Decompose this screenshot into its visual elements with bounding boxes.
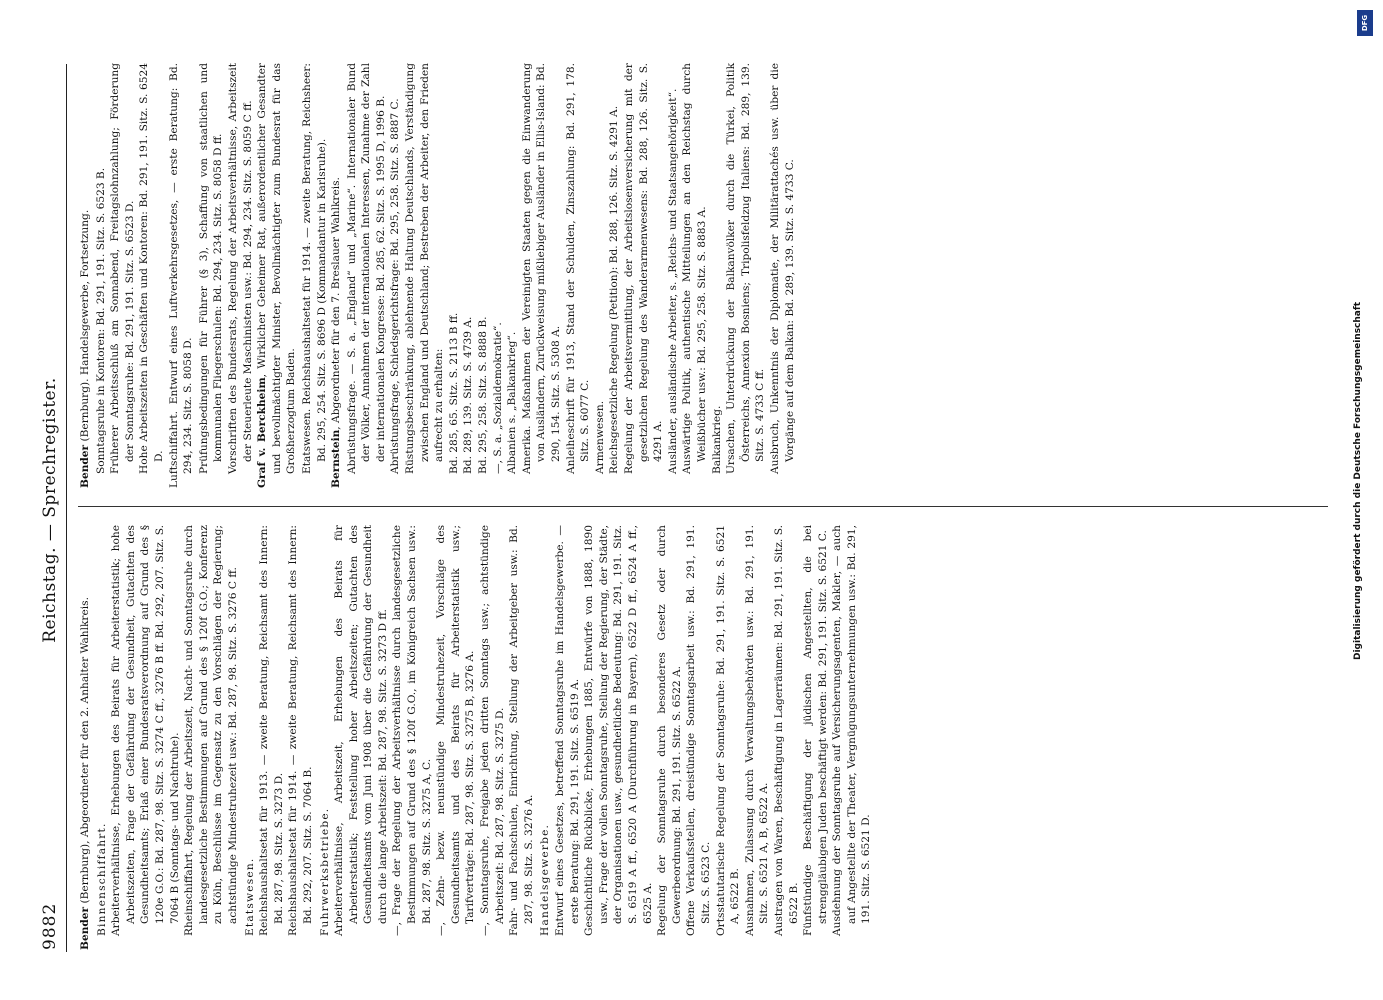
index-item: Fahr- und Fachschulen, Einrichtung, Stellung der Arbeitgeber usw.: Bd. 287, 98. Sitz. S. 3276 A. <box>508 525 535 936</box>
index-item: —, Sonntagsruhe, Freigabe jeden dritten Sonntags usw.; achtstündige Arbeitszeit: Bd. 287, 98. Sitz. S. 3275 D. <box>479 525 506 936</box>
entry-text: , Abgeordneter für den 7. Breslauer Wahlkreis. <box>330 177 343 430</box>
index-item: Fünfstündige Beschäftigung der jüdischen Angestellten, die bei strenggläubigen Juden beschäftigt werden: Bd. 291, 191. Sitz. S. 6521 C. <box>802 525 829 936</box>
index-item: Ausnahmen, Zulassung durch Verwaltungsbehörden usw.: Bd. 291, 191. Sitz. S. 6521 A, B, 6522 A. <box>743 525 771 936</box>
index-item: Hohe Arbeitszeiten in Geschäften und Kontoren: Bd. 291, 191. Sitz. S. 6524 D. <box>138 63 165 474</box>
entry-text: , Wirklicher Geheimer Rat, außerordentlicher Gesandter und bevollmächtigter Minister, Bevollmächtigter zum Bundesrat für das Großherzogtum Baden. <box>256 63 298 474</box>
running-head <box>40 70 66 950</box>
index-item: Sonntagsruhe in Kontoren: Bd. 291, 191. Sitz. S. 6523 B. <box>94 167 107 474</box>
index-item: Arbeiterverhältnisse, Erhebungen des Beirats für Arbeiterstatistik; hohe Arbeitszeiten, Frage der Gefährdung der Gesundheit, Gutachten des Gesundheitsamts; Erlaß einer Bundesratsverordnung auf Grund des § 120e G.O.: Bd. 287, 98. Sitz. S. 3274 C ff., 3276 B ff. Bd. 292, 207. Sitz. S. 7064 B (Sonntags- und Nachtruhe). <box>110 525 181 936</box>
entry-heading <box>329 63 344 488</box>
page-title: Reichstag. — Sprechregister. <box>40 377 60 643</box>
section-heading: Etatswesen. <box>243 857 256 936</box>
dfg-logo: DFG <box>1357 10 1373 36</box>
speaker-entry <box>78 525 93 950</box>
right-column <box>78 63 797 488</box>
index-item: Regelung der Sonntagsruhe durch besonderes Gesetz oder durch Gewerbeordnung: Bd. 291, 191. Sitz. S. 6522 A. <box>656 525 683 936</box>
index-item: Rüstungsbeschränkung, ablehnende Haltung Deutschlands, Verständigung zwischen England und Deutschland; Bestreben der Arbeiter, den Frieden aufrecht zu erhalten: <box>404 63 446 474</box>
index-item: Reichshaushaltsetat für 1913. — zweite Beratung, Reichsamt des Innern: Bd. 287, 98. Sitz. S. 3273 D. <box>258 525 285 936</box>
entry-head: Bernstein <box>330 429 343 488</box>
index-item: Bd. 289, 139. Sitz. S. 4739 A. <box>462 316 475 474</box>
index-item: Bd. 285, 65. Sitz. S. 2113 B ff. <box>447 312 460 474</box>
index-item: Armenwesen. <box>593 400 606 474</box>
index-item: Prüfungsbedingungen für Führer (§ 3), Schaffung von staatlichen und kommunalen Fliegerschulen: Bd. 294, 234. Sitz. S. 8058 D ff. <box>197 63 225 474</box>
index-item: Offene Verkaufsstellen, dreistündige Sonntagsarbeit usw.: Bd. 291, 191. Sitz. S. 6523 C. <box>685 525 712 936</box>
index-item: Früherer Arbeitsschluß am Sonnabend, Freitagslohnzahlung; Förderung der Sonntagsruhe: Bd. 291, 191. Sitz. S. 6523 D. <box>109 63 136 474</box>
index-item: —, Frage der Regelung der Arbeitsverhältnisse durch landesgesetzliche Bestimmungen auf Grund des § 120f G.O., im Königreich Sachsen usw.: Bd. 287, 98. Sitz. S. 3275 A, C. <box>391 525 433 936</box>
index-item: Abrüstungsfrage. — S. a. „England“ und „Marine“. Internationaler Bund der Völker, Annahmen der internationalen Interessen, Zunahme der Zahl der internationalen Kongresse: Bd. 285, 62. Sitz. S. 1995 D, 1996 B. <box>345 63 387 474</box>
index-item: Auswärtige Politik, authentische Mitteilungen an den Reichstag durch Weißbücher usw.: Bd. 295, 258. Sitz. S. 8883 A. <box>681 63 708 474</box>
index-item: Ursachen, Unterdrückung der Balkanvölker durch die Türkei, Politik Österreichs, Annexion Bosniens; Tripolisfeldzug Italiens: Bd. 289, 139. Sitz. S. 4733 C ff. <box>725 63 767 474</box>
index-item: Ausländer, ausländische Arbeiter, s. „Reichs- und Staatsangehörigkeit“. <box>666 88 679 474</box>
index-item: Abrüstungsfrage, Schiedsgerichtsfrage: Bd. 295, 258. Sitz. S. 8887 C. <box>389 98 402 474</box>
index-item: Reichshaushaltsetat für 1914. — zweite Beratung, Reichsamt des Innern: Bd. 292, 207. Sitz. S. 7064 B. <box>287 525 314 936</box>
index-item: Rheinschiffahrt, Regelung der Arbeitszeit, Nacht- und Sonntagsruhe durch landesgesetzliche Bestimmungen auf Grund des § 120f G.O.; Konferenz zu Köln, Beschlüsse im Gegensatz zu den Vorschlägen der Regierung; achtstündige Mindestruhezeit usw.: Bd. 287, 98. Sitz. S. 3276 C ff. <box>183 525 239 936</box>
column-divider <box>78 506 1328 507</box>
index-item: Austragen von Waren, Beschäftigung in Lagerräumen: Bd. 291, 191. Sitz. S. 6522 B. <box>772 525 800 936</box>
index-item: Anleiheschrift für 1913, Stand der Schulden, Zinszahlung: Bd. 291, 178. Sitz. S. 6077 C. <box>564 63 592 474</box>
index-item: Albanien s. „Balkankrieg“. <box>506 331 519 474</box>
section-heading: Binnenschiffahrt. <box>95 822 108 936</box>
index-item: Amerika. Maßnahmen der Vereinigten Staaten gegen die Einwanderung von Ausländern, Zurückweisung mißliebiger Ausländer in Ellis-Island: Bd. 290, 154. Sitz. S. 5308 A. <box>520 63 562 474</box>
index-item: Balkankrieg. <box>710 405 723 474</box>
funding-note: Digitalisierung gefördert durch die Deutsche Forschungsgemeinschaft <box>1353 301 1363 660</box>
entry-text: (Bernburg). Handelsgewerbe, Fortsetzung. <box>79 209 91 445</box>
entry-heading <box>167 63 196 488</box>
index-item: Bd. 295, 258. Sitz. S. 8888 B. <box>477 316 490 474</box>
index-item: Entwurf eines Gesetzes, betreffend Sonntagsruhe im Handelsgewerbe. — erste Beratung: Bd. 291, 191. Sitz. S. 6519 A. <box>554 525 581 936</box>
index-item: Arbeiterverhältnisse, Arbeitszeit, Erhebungen des Beirats für Arbeiterstatistik; Feststellung hoher Arbeitszeiten; Gutachten des Gesundheitsamts vom Juni 1908 über die Gefährdung der Gesundheit durch die lange Arbeitszeit: Bd. 287, 98. Sitz. S. 3273 D ff. <box>333 525 389 936</box>
section-heading: Fuhrwerksbetriebe. <box>318 807 331 936</box>
entry-text: Luftschiffahrt. Entwurf eines Luftverkehrsgesetzes, — erste Beratung: Bd. 294, 234. Sitz. S. 8058 D. <box>167 63 195 488</box>
index-item: Reichsgesetzliche Regelung (Petition): Bd. 288, 126. Sitz. S. 4291 A. <box>608 105 621 474</box>
index-item: Ausdehnung der Sonntagsruhe auf Versicherungsagenten, Makler, — auch auf Angestellte der Theater, Vergnügungsunternehmungen usw.: Bd. 291, 191. Sitz. S. 6521 D. <box>831 525 873 936</box>
index-item: Etatswesen. Reichshaushaltsetat für 1914. — zweite Beratung, Reichsheer: Bd. 295, 254. Sitz. S. 8696 D (Kommandantur in Karlsruhe). <box>300 63 328 474</box>
index-item: Ortsstatutarische Regelung der Sonntagsruhe: Bd. 291, 191. Sitz. S. 6521 A, 6522 B. <box>714 525 742 936</box>
entry-head: Bender <box>79 444 91 488</box>
index-item: Vorschriften des Bundesrats, Regelung der Arbeitsverhältnisse, Arbeitszeit der Steuerleute Maschinisten usw.: Bd. 294, 234. Sitz. S. 8059 C ff. <box>226 63 254 474</box>
index-item: Regelung der Arbeitsvermittlung, der Arbeitslosenversicherung mit der gesetzlichen Regelung des Wanderarmenwesens: Bd. 288, 126. Sitz. S. 4291 A. <box>622 63 665 474</box>
index-item: —, Zehn- bezw. neunstündige Mindestruhezeit, Vorschläge des Gesundheitsamts und des Beirats für Arbeiterstatistik usw.; Tarifverträge: Bd. 287, 98. Sitz. S. 3275 B, 3276 A. <box>435 525 477 936</box>
margin-note <box>1355 10 1375 990</box>
entry-heading <box>255 63 299 488</box>
header-rule <box>66 64 67 952</box>
left-column <box>78 525 874 950</box>
index-item: Ausbruch, Unkenntnis der Diplomatie, der Militärattachés usw. über die Vorgänge auf dem Balkan: Bd. 289, 139. Sitz. S. 4733 C. <box>768 63 796 474</box>
entry-head: Graf v. Berckheim <box>256 377 269 488</box>
index-item: —, S. a. „Sozialdemokratie“. <box>491 322 504 474</box>
section-heading: Handelsgewerbe. <box>539 823 552 936</box>
index-item: Geschichtliche Rückblicke, Erhebungen 1885, Entwürfe von 1888, 1890 usw., Frage der vollen Sonntagsruhe, Stellung der Regierung, der Städte, der Organisationen usw., gesundheitliche Bedeutung: Bd. 291, 191. Sitz. S. 6519 A ff., 6520 A (Durchführung in Bayern), 6522 D ff., 6524 A ff., 6525 A. <box>583 525 654 936</box>
speaker-desc: (Bernburg), Abgeordneter für den 2. Anhalter Wahlkreis. <box>79 597 91 907</box>
entry-heading <box>78 63 93 488</box>
speaker-name: Bender <box>79 906 91 950</box>
page-number: 9882 <box>40 902 60 950</box>
